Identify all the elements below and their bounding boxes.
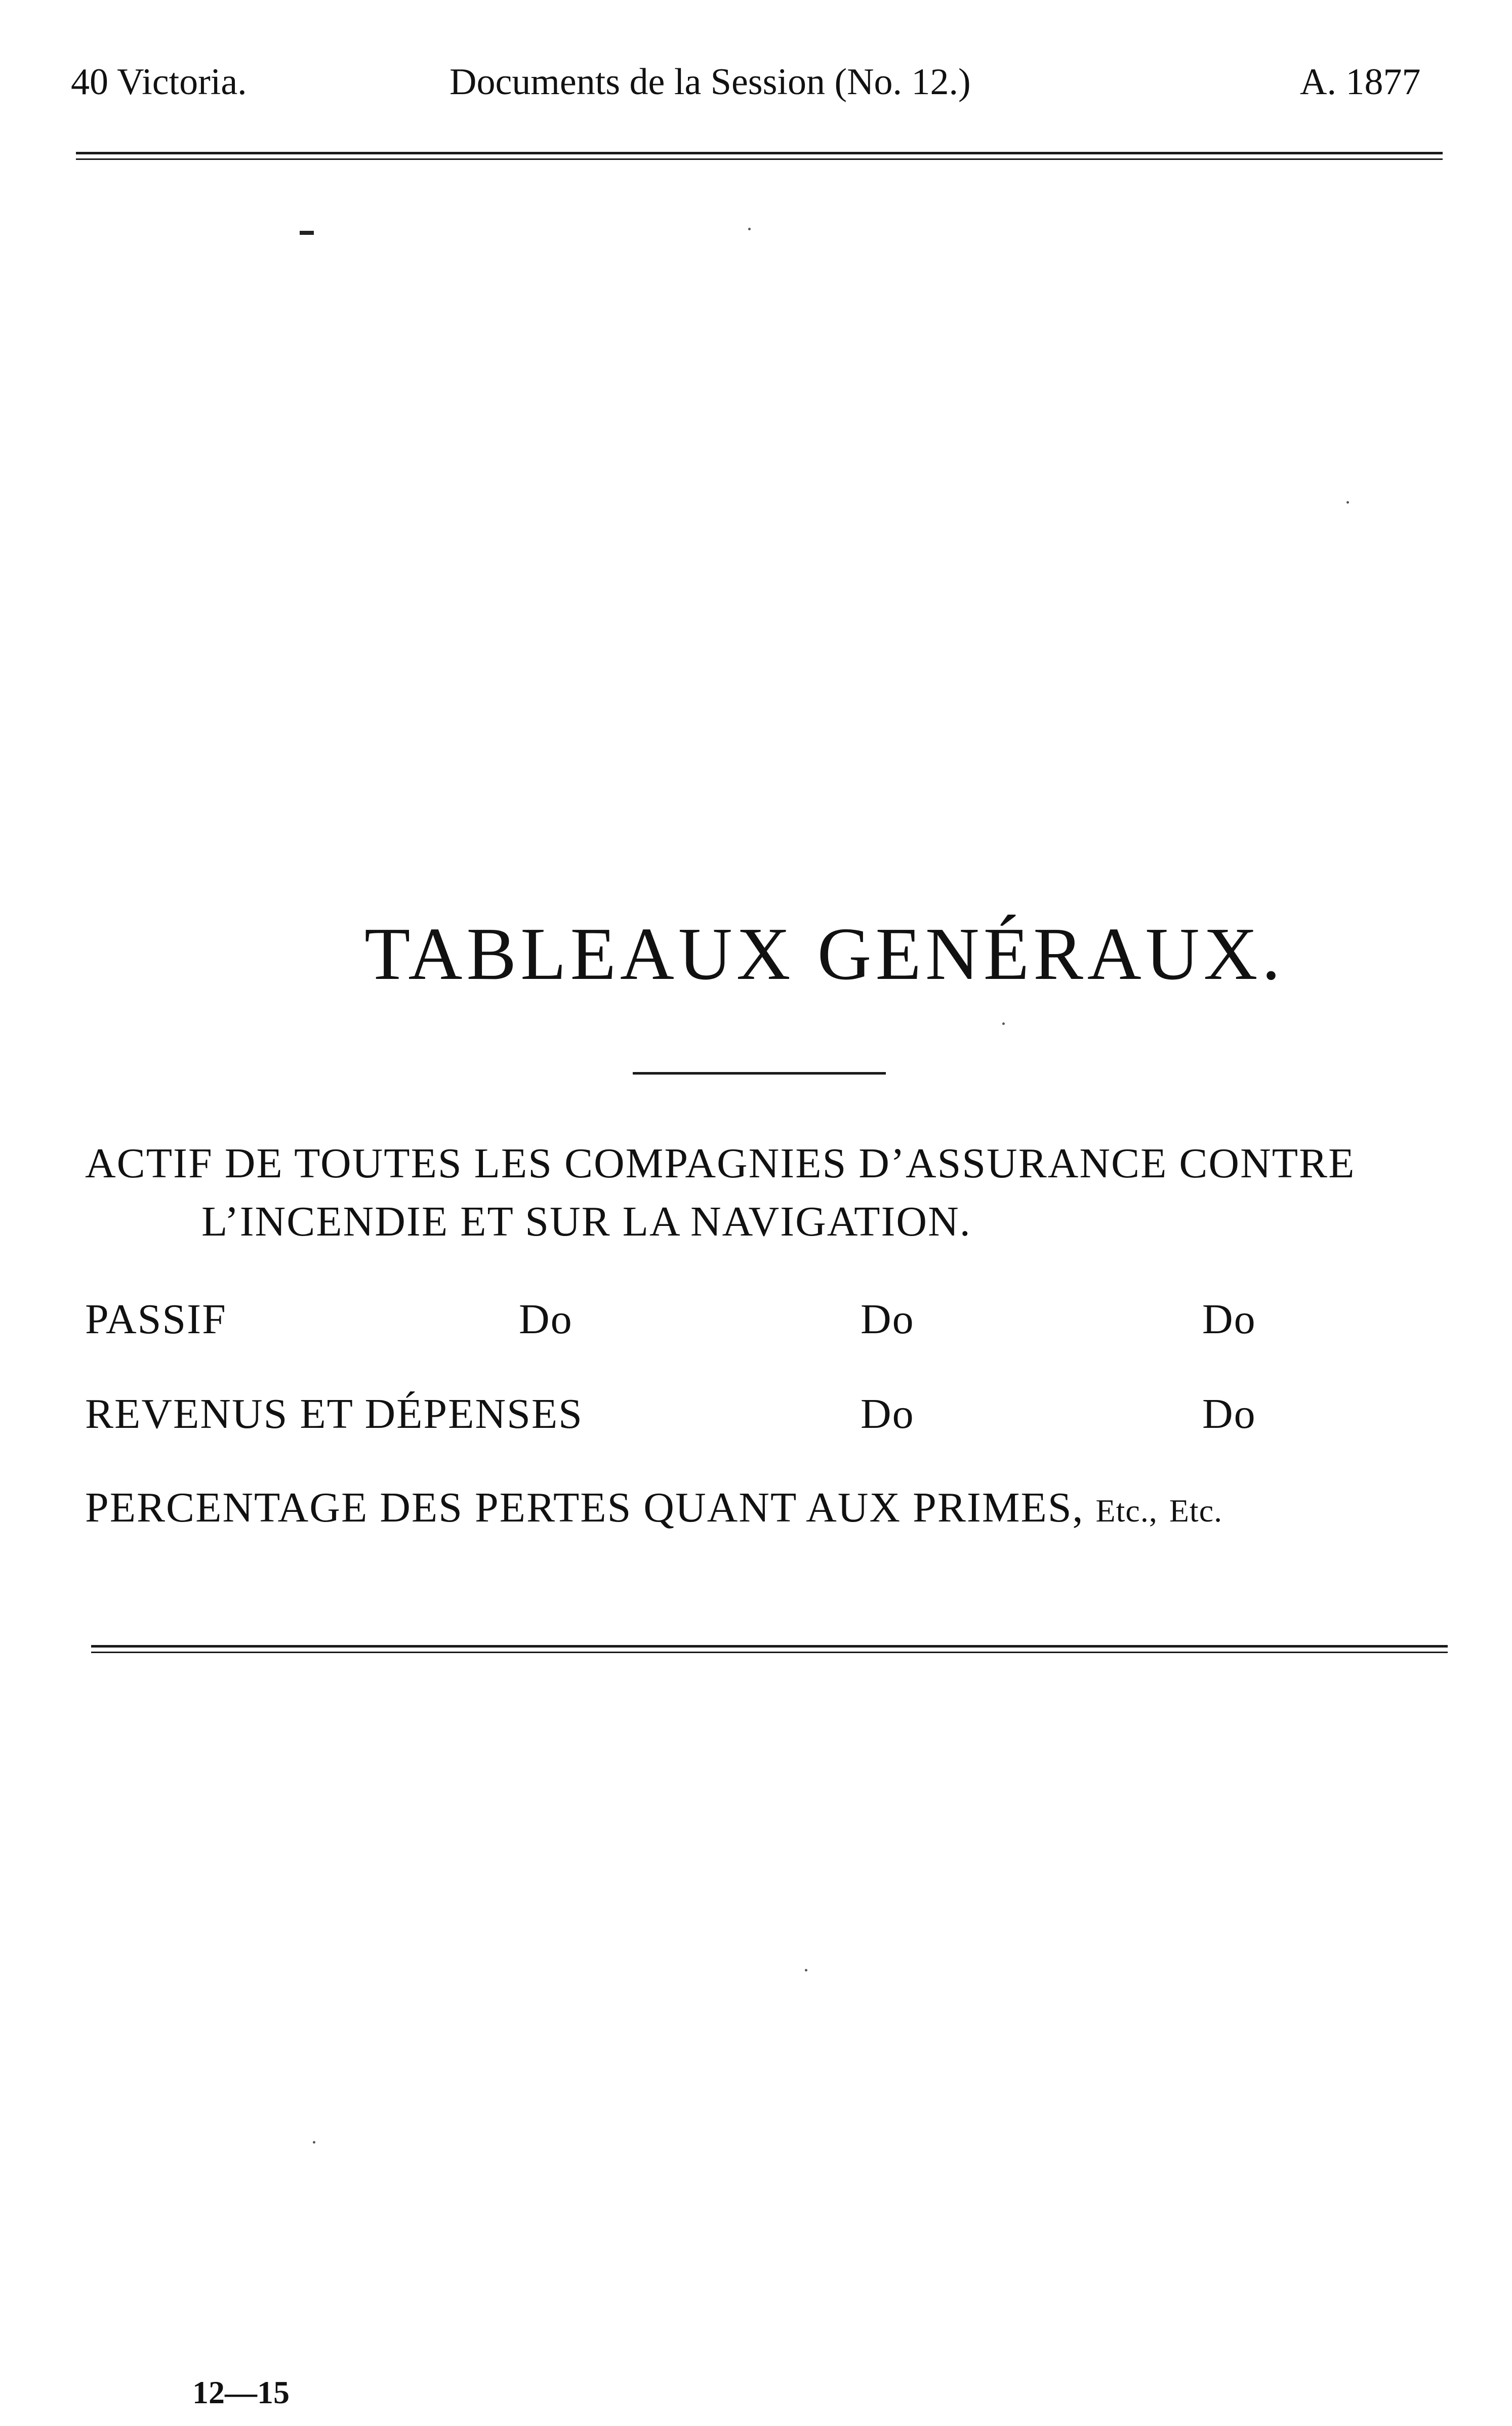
ditto-mark: Do bbox=[1202, 1390, 1256, 1437]
ditto-mark: Do bbox=[861, 1296, 915, 1343]
ditto-mark: Do bbox=[519, 1296, 573, 1343]
page-title: TABLEAUX GENÉRAUX. bbox=[364, 913, 1285, 996]
footer-divider bbox=[91, 1645, 1448, 1653]
ditto-mark: Do bbox=[861, 1390, 915, 1437]
header-year: A. 1877 bbox=[1300, 61, 1421, 103]
scan-speck bbox=[1346, 501, 1349, 504]
title-divider bbox=[633, 1072, 886, 1075]
scan-speck bbox=[1002, 1022, 1005, 1025]
ditto-mark: Do bbox=[1202, 1296, 1256, 1343]
contents-item-actif: ACTIF DE TOUTES LES COMPAGNIES D’ASSURANCE CONTRE bbox=[85, 1140, 1356, 1187]
etc-abbreviation: Etc. bbox=[1169, 1493, 1223, 1529]
scan-speck bbox=[313, 2141, 315, 2144]
header-volume: 40 Victoria. bbox=[71, 61, 247, 103]
header-divider bbox=[76, 152, 1443, 160]
printer-mark bbox=[300, 231, 314, 235]
scan-speck bbox=[805, 1969, 807, 1971]
passif-label: PASSIF bbox=[85, 1296, 227, 1343]
contents-item-revenus bbox=[0, 1389, 1512, 1445]
contents-item-passif bbox=[0, 1295, 1512, 1350]
scan-speck bbox=[748, 228, 751, 230]
percentage-label: PERCENTAGE DES PERTES QUANT AUX PRIMES, bbox=[85, 1484, 1096, 1531]
running-header bbox=[0, 0, 1512, 172]
header-session-documents: Documents de la Session (No. 12.) bbox=[449, 61, 971, 103]
contents-item-percentage bbox=[85, 1483, 1222, 1532]
revenus-label: REVENUS ET DÉPENSES bbox=[85, 1390, 583, 1437]
signature-mark: 12—15 bbox=[192, 2374, 290, 2410]
etc-abbreviation: Etc., bbox=[1095, 1493, 1158, 1529]
contents-item-actif-continued: L’INCENDIE ET SUR LA NAVIGATION. bbox=[201, 1198, 971, 1245]
